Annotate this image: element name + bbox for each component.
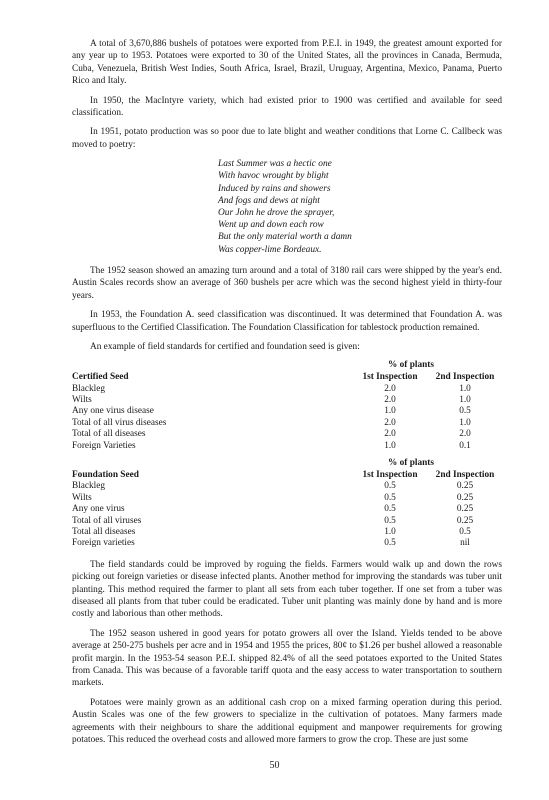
table-cell: 1.0	[384, 406, 396, 417]
poem	[218, 158, 502, 256]
table-cell: 0.5	[384, 538, 396, 549]
table-cell: 0.5	[384, 492, 396, 503]
poem-line: Was copper-lime Bordeaux.	[218, 244, 322, 255]
table-cell: 2.0	[384, 395, 396, 406]
table-cell: 1.0	[459, 417, 471, 428]
table-cell: Blackleg	[72, 481, 106, 492]
table-cell: 1.0	[459, 395, 471, 406]
table-row	[72, 418, 502, 429]
foundation-seed-table	[72, 458, 502, 550]
paragraph-macintyre-variety: In 1950, the MacIntyre variety, which had existed prior to 1900 was certified and available for seed classification.	[72, 95, 502, 119]
table-cell: 0.1	[459, 440, 471, 451]
table-row	[72, 516, 502, 527]
poem-line: But the only material worth a damn	[218, 232, 352, 243]
table-cell: 0.5	[459, 527, 471, 537]
poem-line: Went up and down each row	[218, 220, 324, 231]
column-header: Foundation Seed	[72, 470, 139, 481]
paragraph-exports-1949: A total of 3,670,886 bushels of potatoes were exported from P.E.I. in 1949, the greatest amount exported for any year up to 1953. Potatoes were exported to 30 of the United States, all the provinces in Canada, Bermuda, Cuba, Venezuela, British West Indies, South Africa, Israel, Brazil, Uruguay, Argentina, Mexico, Panama, Puerto Rico and Italy.	[72, 39, 502, 87]
certified-seed-table	[72, 360, 502, 549]
poem-line: And fogs and dews at night	[218, 195, 320, 206]
percent-of-plants-header: % of plants	[388, 458, 434, 469]
table-cell: 2.0	[384, 429, 396, 440]
poem-line: Last Summer was a hectic one	[218, 159, 332, 170]
table-cell: Any one virus disease	[72, 406, 154, 417]
table-row	[72, 481, 502, 492]
page-content	[72, 38, 502, 753]
column-header: 1st Inspection	[362, 470, 418, 481]
paragraph-good-years: The 1952 season ushered in good years for potato growers all over the Island. Yields tended to be above average at 250-275 bushels per acre and in 1954 and 1955 the prices, 80¢ to $1.26 per bushel allowed a reasonable profit margin. In the 1953-54 season P.E.I. shipped 82.4% of all the seed potatoes exported to the United States from Canada. This was because of a favorable tariff quota and the easy access to water transportation to southern markets.	[72, 628, 502, 689]
table-cell: 0.5	[384, 481, 396, 492]
table-cell: 1.0	[384, 440, 396, 451]
paragraph-1951-production: In 1951, potato production was so poor due to late blight and weather conditions that Lorne C. Callbeck was moved to poetry:	[72, 127, 502, 150]
percent-of-plants-header: % of plants	[388, 360, 434, 371]
paragraph-field-standards-intro: An example of field standards for certified and foundation seed is given:	[90, 341, 360, 352]
page-number: 50	[269, 760, 280, 771]
table-cell: 0.5	[459, 406, 471, 417]
column-header: 2nd Inspection	[435, 470, 495, 481]
table-cell: 1.0	[459, 383, 471, 394]
column-header: 1st Inspection	[362, 372, 418, 383]
table-row	[72, 527, 502, 538]
table-row	[72, 429, 502, 440]
table-cell: Wilts	[72, 492, 92, 503]
table-row	[72, 538, 502, 549]
table-cell: 0.25	[456, 515, 474, 526]
table-cell: 1.0	[384, 527, 396, 537]
table-cell: Blackleg	[72, 383, 106, 394]
table-header-row	[72, 372, 502, 383]
paragraph-1952-season: The 1952 season showed an amazing turn around and a total of 3180 rail cars were shipped by the year's end. Austin Scales records show an average of 360 bushels per acre which was the second highest yield in thirty-four years.	[72, 265, 502, 301]
table-row	[72, 384, 502, 395]
table-cell: 0.25	[456, 492, 474, 503]
table-cell: nil	[460, 538, 470, 549]
table-cell: Total of all viruses	[72, 515, 142, 526]
column-header: 2nd Inspection	[435, 372, 495, 383]
table-row	[72, 504, 502, 515]
table-cell: 0.25	[456, 481, 474, 492]
paragraph-1953-foundation: In 1953, the Foundation A. seed classification was discontinued. It was determined that Foundation A. was superfluous to the Certified Classification. The Foundation Classification for tablestock production remained.	[72, 310, 502, 333]
table-cell: 2.0	[384, 417, 396, 428]
column-header: Certified Seed	[72, 372, 129, 383]
table-row	[72, 406, 502, 417]
table-cell: 0.5	[384, 504, 396, 515]
paragraph-cash-crop: Potatoes were mainly grown as an additional cash crop on a mixed farming operation during this period. Austin Scales was one of the few growers to specialize in the cultivation of potatoes. Many farmers made agreements with their neighbours to share the additional equipment and manpower requirements for growing potatoes. This reduced the overhead costs and allowed more farmers to grow the crop. These are just some	[72, 697, 502, 746]
table-header-row	[72, 470, 502, 481]
table-cell: Foreign Varieties	[72, 440, 136, 451]
table-cell: 0.5	[384, 515, 396, 526]
table-cell: 0.25	[456, 504, 474, 515]
table-row	[72, 395, 502, 406]
paragraph-roguing: The field standards could be improved by roguing the fields. Farmers would walk up and down the rows picking out foreign varieties or disease infected plants. Another method for improving the standards was tuber unit planting. This method required the farmer to plant all sets from each tuber together. If one set from a tuber was diseased all plants from that tuber could be eradicated. Tuber unit planting was mainly done by hand and is more costly and laborious than other methods.	[72, 559, 502, 620]
table-cell: Total of all virus diseases	[72, 417, 167, 428]
poem-line: Induced by rains and showers	[218, 183, 331, 194]
table-row	[72, 493, 502, 504]
table-cell: Total of all diseases	[72, 429, 146, 440]
table-cell: Wilts	[72, 395, 92, 406]
poem-line: With havoc wrought by blight	[218, 171, 329, 182]
table-cell: 2.0	[459, 429, 471, 440]
table-cell: Any one virus	[72, 504, 125, 515]
poem-line: Our John he drove the sprayer,	[218, 208, 335, 219]
table-cell: Total all diseases	[72, 527, 136, 537]
table-cell: 2.0	[384, 383, 396, 394]
table-cell: Foreign varieties	[72, 538, 135, 549]
table-row	[72, 441, 502, 452]
